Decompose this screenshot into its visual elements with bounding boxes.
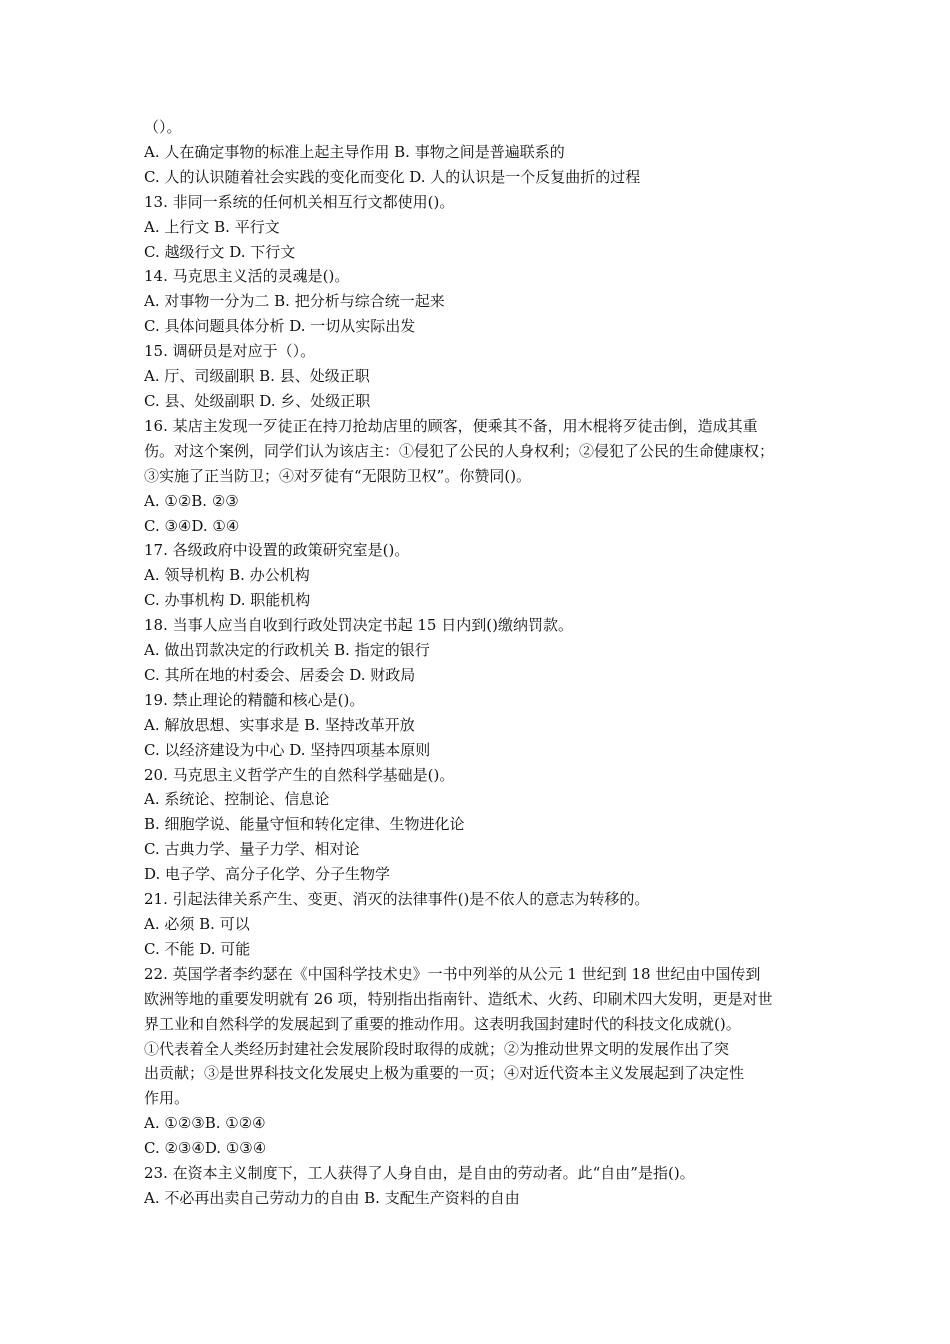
text-line: C. 具体问题具体分析 D. 一切从实际出发 xyxy=(144,317,416,336)
text-line: 19. 禁止理论的精髓和核心是()。 xyxy=(144,690,365,709)
text-line: 作用。 xyxy=(144,1089,190,1108)
text-line: 界工业和自然科学的发展起到了重要的推动作用。这表明我国封建时代的科技文化成就()。 xyxy=(144,1014,741,1033)
text-line: ①代表着全人类经历封建社会发展阶段时取得的成就；②为推动世界文明的发展作出了突 xyxy=(144,1039,730,1058)
text-line: C. 古典力学、量子力学、相对论 xyxy=(144,840,360,859)
text-line: 23. 在资本主义制度下，工人获得了人身自由，是自由的劳动者。此“自由”是指()。 xyxy=(144,1164,695,1183)
text-line: C. ③④D. ①④ xyxy=(144,516,240,535)
document-page xyxy=(144,115,824,1211)
text-line: 17. 各级政府中设置的政策研究室是()。 xyxy=(144,541,410,560)
text-line: A. 人在确定事物的标准上起主导作用 B. 事物之间是普遍联系的 xyxy=(144,142,565,161)
text-line: ③实施了正当防卫；④对歹徒有“无限防卫权”。你赞同()。 xyxy=(144,466,532,485)
text-line: A. 系统论、控制论、信息论 xyxy=(144,790,330,809)
text-line: A. 上行文 B. 平行文 xyxy=(144,217,280,236)
text-line: 16. 某店主发现一歹徒正在持刀抢劫店里的顾客，便乘其不备，用木棍将歹徒击倒，造成其重 xyxy=(144,416,758,435)
text-line: B. 细胞学说、能量守恒和转化定律、生物进化论 xyxy=(144,815,465,834)
text-line: 18. 当事人应当自收到行政处罚决定书起 15 日内到()缴纳罚款。 xyxy=(144,616,573,635)
text-line: 伤。对这个案例，同学们认为该店主：①侵犯了公民的人身权利；②侵犯了公民的生命健康权； xyxy=(144,441,775,460)
text-line: A. 对事物一分为二 B. 把分析与综合统一起来 xyxy=(144,292,445,311)
text-line: C. 其所在地的村委会、居委会 D. 财政局 xyxy=(144,665,416,684)
text-line: 欧洲等地的重要发明就有 26 项，特别指出指南针、造纸术、火药、印刷术四大发明，更是对世 xyxy=(144,989,773,1008)
text-line: 21. 引起法律关系产生、变更、消灭的法律事件()是不依人的意志为转移的。 xyxy=(144,890,650,909)
text-line: A. ①②B. ②③ xyxy=(144,491,239,510)
text-line: A. 领导机构 B. 办公机构 xyxy=(144,566,310,585)
text-line: 出贡献；③是世界科技文化发展史上极为重要的一页；④对近代资本主义发展起到了决定性 xyxy=(144,1064,745,1083)
text-line: （）。 xyxy=(144,118,182,136)
text-line: C. 县、处级副职 D. 乡、处级正职 xyxy=(144,391,371,410)
text-line: 22. 英国学者李约瑟在《中国科学技术史》一书中列举的从公元 1 世纪到 18 世纪由中国传到 xyxy=(144,964,761,983)
text-line: 14. 马克思主义活的灵魂是()。 xyxy=(144,267,350,286)
text-line: 15. 调研员是对应于（）。 xyxy=(144,342,316,361)
text-line: A. 解放思想、实事求是 B. 坚持改革开放 xyxy=(144,715,415,734)
text-line: A. 必须 B. 可以 xyxy=(144,915,250,933)
text-line: C. ②③④D. ①③④ xyxy=(144,1139,267,1158)
text-line: A. 做出罚款决定的行政机关 B. 指定的银行 xyxy=(144,641,430,660)
text-line: C. 人的认识随着社会实践的变化而变化 D. 人的认识是一个反复曲折的过程 xyxy=(144,167,641,186)
text-line: A. 厅、司级副职 B. 县、处级正职 xyxy=(144,367,370,386)
text-line: D. 电子学、高分子化学、分子生物学 xyxy=(144,865,391,884)
text-line: C. 办事机构 D. 职能机构 xyxy=(144,591,311,610)
text-line: A. ①②③B. ①②④ xyxy=(144,1114,266,1133)
text-line: 20. 马克思主义哲学产生的自然科学基础是()。 xyxy=(144,765,455,784)
text-line: A. 不必再出卖自己劳动力的自由 B. 支配生产资料的自由 xyxy=(144,1188,520,1207)
text-line: C. 以经济建设为中心 D. 坚持四项基本原则 xyxy=(144,740,431,759)
text-line: 13. 非同一系统的任何机关相互行文都使用()。 xyxy=(144,192,455,211)
text-line: C. 越级行文 D. 下行文 xyxy=(144,242,296,261)
text-line: C. 不能 D. 可能 xyxy=(144,939,251,958)
